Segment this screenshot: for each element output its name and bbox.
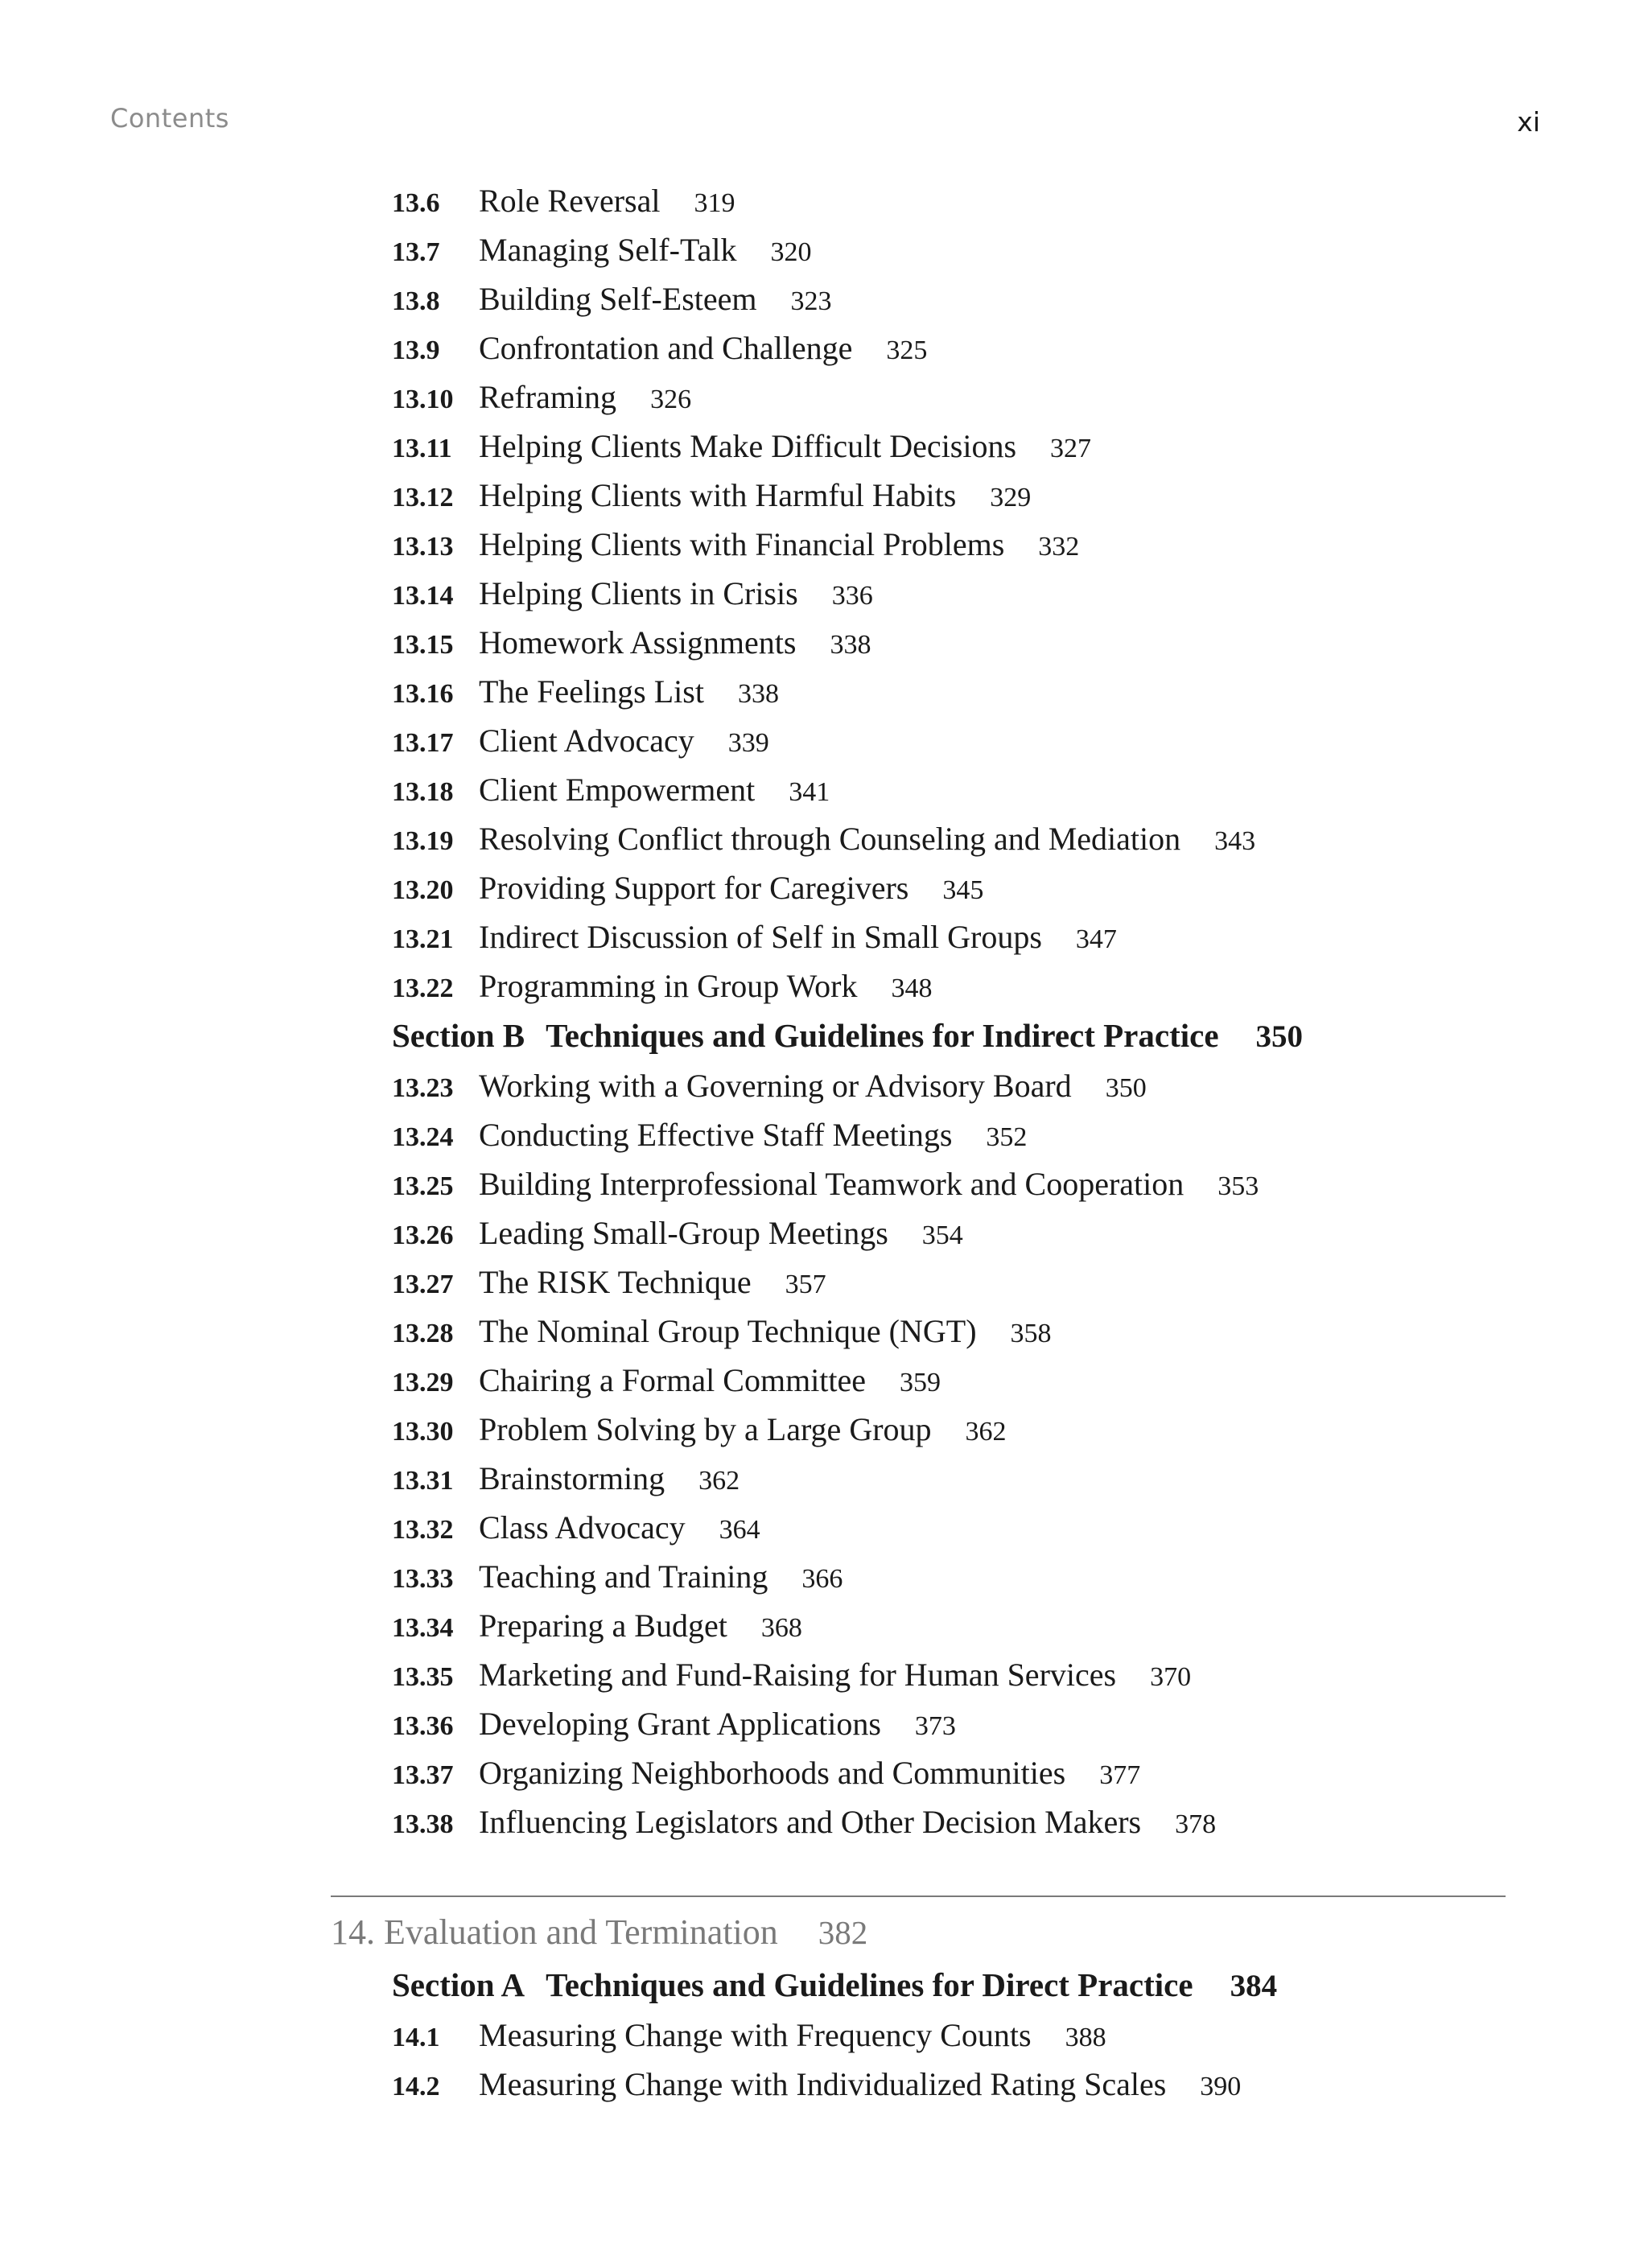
- toc-entry: [392, 716, 1535, 765]
- entry-page: 364: [719, 1515, 760, 1545]
- entry-title: The Feelings List: [479, 673, 704, 710]
- entry-page: 327: [1050, 434, 1092, 463]
- entry-page: 347: [1075, 924, 1117, 954]
- entry-page: 373: [914, 1711, 956, 1741]
- entry-number: 13.6: [392, 188, 440, 218]
- toc-entry: [392, 618, 1535, 667]
- entry-number: 13.24: [392, 1122, 454, 1152]
- entry-number: 13.18: [392, 777, 454, 807]
- entry-page: 388: [1065, 2023, 1106, 2052]
- entry-page: 350: [1105, 1073, 1147, 1103]
- entry-number: 13.33: [392, 1564, 454, 1594]
- entry-page: 370: [1150, 1662, 1192, 1692]
- toc-entry: [392, 1061, 1535, 1110]
- entry-page: 366: [801, 1564, 843, 1594]
- entry-title: Influencing Legislators and Other Decision Makers: [479, 1804, 1142, 1840]
- toc-entry: [392, 1110, 1535, 1159]
- entry-title: Teaching and Training: [479, 1558, 768, 1595]
- toc-entry: [392, 2011, 1535, 2060]
- entry-title: Developing Grant Applications: [479, 1706, 881, 1742]
- entry-title: Helping Clients with Harmful Habits: [479, 477, 957, 513]
- entry-title: Homework Assignments: [479, 624, 797, 661]
- toc-entries-14: [392, 2011, 1535, 2109]
- section-label: Section A: [392, 1966, 525, 2003]
- section-heading-a: [392, 1960, 1535, 2011]
- entry-title: Providing Support for Caregivers: [479, 870, 909, 906]
- entry-page: 343: [1214, 826, 1256, 856]
- entry-title: Resolving Conflict through Counseling and Mediation: [479, 821, 1181, 857]
- entry-page: 336: [831, 581, 873, 611]
- entry-page: 338: [737, 679, 779, 709]
- toc-entry: [392, 1159, 1535, 1208]
- entry-number: 13.8: [392, 286, 440, 316]
- entry-title: Organizing Neighborhoods and Communities: [479, 1755, 1066, 1791]
- toc-entry: [392, 1503, 1535, 1552]
- entry-title: Marketing and Fund-Raising for Human Services: [479, 1657, 1117, 1693]
- entry-title: Indirect Discussion of Self in Small Groups: [479, 919, 1042, 955]
- chapter-page: 382: [818, 1914, 868, 1951]
- toc-entry: [392, 1650, 1535, 1699]
- entry-title: Role Reversal: [479, 183, 661, 219]
- toc-entry: [392, 1748, 1535, 1797]
- entry-number: 14.2: [392, 2072, 440, 2101]
- entry-page: 325: [886, 335, 928, 365]
- entry-title: Building Interprofessional Teamwork and Cooperation: [479, 1166, 1184, 1202]
- section-heading-b: [392, 1011, 1535, 1061]
- entry-title: The Nominal Group Technique (NGT): [479, 1313, 977, 1349]
- entry-title: Measuring Change with Frequency Counts: [479, 2017, 1032, 2053]
- entry-title: Chairing a Formal Committee: [479, 1362, 867, 1398]
- chapter-heading: [331, 1908, 867, 1957]
- entry-title: Problem Solving by a Large Group: [479, 1411, 932, 1447]
- entry-number: 13.36: [392, 1711, 454, 1741]
- entry-page: 358: [1010, 1319, 1052, 1348]
- entry-title: The RISK Technique: [479, 1264, 752, 1300]
- toc-entry: [392, 422, 1535, 471]
- entry-number: 13.34: [392, 1613, 454, 1643]
- entry-page: 341: [789, 777, 830, 807]
- entry-number: 13.32: [392, 1515, 454, 1545]
- entry-page: 378: [1175, 1809, 1217, 1839]
- entry-number: 13.17: [392, 728, 454, 758]
- toc-entry: [392, 961, 1535, 1011]
- toc-entry: [392, 1257, 1535, 1307]
- toc-entry: [392, 373, 1535, 422]
- toc-entry: [392, 1552, 1535, 1601]
- entry-title: Programming in Group Work: [479, 968, 858, 1004]
- entry-page: 332: [1038, 532, 1080, 562]
- toc-entry: [392, 765, 1535, 814]
- entry-number: 13.13: [392, 532, 454, 562]
- entry-page: 345: [942, 875, 984, 905]
- entry-page: 357: [785, 1270, 826, 1299]
- entry-page: 390: [1200, 2072, 1242, 2101]
- toc-entries-13-6-to-13-22: [392, 176, 1535, 1011]
- entry-page: 353: [1217, 1171, 1259, 1201]
- entry-page: 319: [694, 188, 735, 218]
- entry-title: Confrontation and Challenge: [479, 330, 853, 366]
- entry-number: 13.29: [392, 1368, 454, 1397]
- entry-page: 352: [986, 1122, 1028, 1152]
- entry-number: 13.35: [392, 1662, 454, 1692]
- toc-entry: [392, 520, 1535, 569]
- entry-number: 13.14: [392, 581, 454, 611]
- entry-title: Class Advocacy: [479, 1509, 686, 1546]
- entry-number: 13.30: [392, 1417, 454, 1447]
- entry-title: Reframing: [479, 379, 617, 415]
- entry-number: 13.21: [392, 924, 454, 954]
- entry-number: 13.10: [392, 385, 454, 414]
- toc-entry: [392, 274, 1535, 323]
- entry-title: Working with a Governing or Advisory Board: [479, 1068, 1072, 1104]
- entry-title: Managing Self-Talk: [479, 232, 737, 268]
- entry-page: 338: [830, 630, 871, 660]
- entry-page: 359: [900, 1368, 941, 1397]
- section-page: 384: [1230, 1969, 1278, 2003]
- entry-page: 320: [770, 237, 812, 267]
- entry-number: 13.20: [392, 875, 454, 905]
- chapter-divider: [331, 1895, 1506, 1897]
- toc-entry: [392, 2060, 1535, 2109]
- entry-title: Helping Clients Make Difficult Decisions: [479, 428, 1017, 464]
- toc-entry: [392, 569, 1535, 618]
- entry-page: 362: [698, 1466, 740, 1496]
- running-head-title: Contents: [110, 103, 229, 134]
- entry-title: Client Empowerment: [479, 772, 756, 808]
- entry-number: 13.15: [392, 630, 454, 660]
- section-page: 350: [1255, 1019, 1304, 1054]
- entry-number: 13.19: [392, 826, 454, 856]
- entry-title: Leading Small-Group Meetings: [479, 1215, 888, 1251]
- toc-entry: [392, 1454, 1535, 1503]
- toc-list: [392, 176, 1535, 1846]
- entry-number: 13.27: [392, 1270, 454, 1299]
- entry-title: Helping Clients in Crisis: [479, 575, 798, 611]
- entry-number: 14.1: [392, 2023, 440, 2052]
- toc-entry: [392, 667, 1535, 716]
- entry-page: 354: [921, 1220, 963, 1250]
- page-number: xi: [1517, 106, 1540, 138]
- entry-number: 13.31: [392, 1466, 454, 1496]
- entry-number: 13.7: [392, 237, 440, 267]
- toc-entry: [392, 323, 1535, 373]
- entry-title: Helping Clients with Financial Problems: [479, 526, 1005, 562]
- toc-list-chapter-14: [392, 1960, 1535, 2109]
- entry-title: Client Advocacy: [479, 722, 694, 759]
- entry-title: Brainstorming: [479, 1460, 665, 1496]
- toc-entry: [392, 912, 1535, 961]
- toc-entry: [392, 225, 1535, 274]
- chapter-title: 14. Evaluation and Termination: [331, 1912, 778, 1952]
- entry-number: 13.23: [392, 1073, 454, 1103]
- toc-entry: [392, 1405, 1535, 1454]
- entry-number: 13.22: [392, 973, 454, 1003]
- section-title: Techniques and Guidelines for Indirect Practice: [546, 1017, 1219, 1054]
- entry-page: 329: [990, 483, 1032, 512]
- entry-number: 13.9: [392, 335, 440, 365]
- section-label: Section B: [392, 1017, 525, 1054]
- entry-page: 348: [891, 973, 933, 1003]
- entry-number: 13.26: [392, 1220, 454, 1250]
- section-title: Techniques and Guidelines for Direct Practice: [546, 1966, 1193, 2003]
- entry-title: Measuring Change with Individualized Rating Scales: [479, 2066, 1167, 2102]
- entry-page: 377: [1099, 1760, 1141, 1790]
- entry-page: 368: [760, 1613, 802, 1643]
- entry-number: 13.28: [392, 1319, 454, 1348]
- entry-page: 339: [727, 728, 769, 758]
- toc-entries-13-23-to-13-38: [392, 1061, 1535, 1846]
- entry-number: 13.25: [392, 1171, 454, 1201]
- toc-entry: [392, 1307, 1535, 1356]
- entry-title: Preparing a Budget: [479, 1607, 727, 1644]
- toc-entry: [392, 1699, 1535, 1748]
- toc-entry: [392, 814, 1535, 863]
- entry-number: 13.11: [392, 434, 452, 463]
- entry-number: 13.38: [392, 1809, 454, 1839]
- toc-entry: [392, 1797, 1535, 1846]
- entry-number: 13.37: [392, 1760, 454, 1790]
- entry-page: 323: [790, 286, 832, 316]
- toc-entry: [392, 1601, 1535, 1650]
- entry-title: Building Self-Esteem: [479, 281, 757, 317]
- toc-entry: [392, 176, 1535, 225]
- entry-number: 13.12: [392, 483, 454, 512]
- toc-entry: [392, 863, 1535, 912]
- entry-page: 326: [650, 385, 692, 414]
- entry-title: Conducting Effective Staff Meetings: [479, 1117, 953, 1153]
- toc-entry: [392, 1208, 1535, 1257]
- entry-number: 13.16: [392, 679, 454, 709]
- entry-page: 362: [965, 1417, 1007, 1447]
- toc-entry: [392, 1356, 1535, 1405]
- toc-entry: [392, 471, 1535, 520]
